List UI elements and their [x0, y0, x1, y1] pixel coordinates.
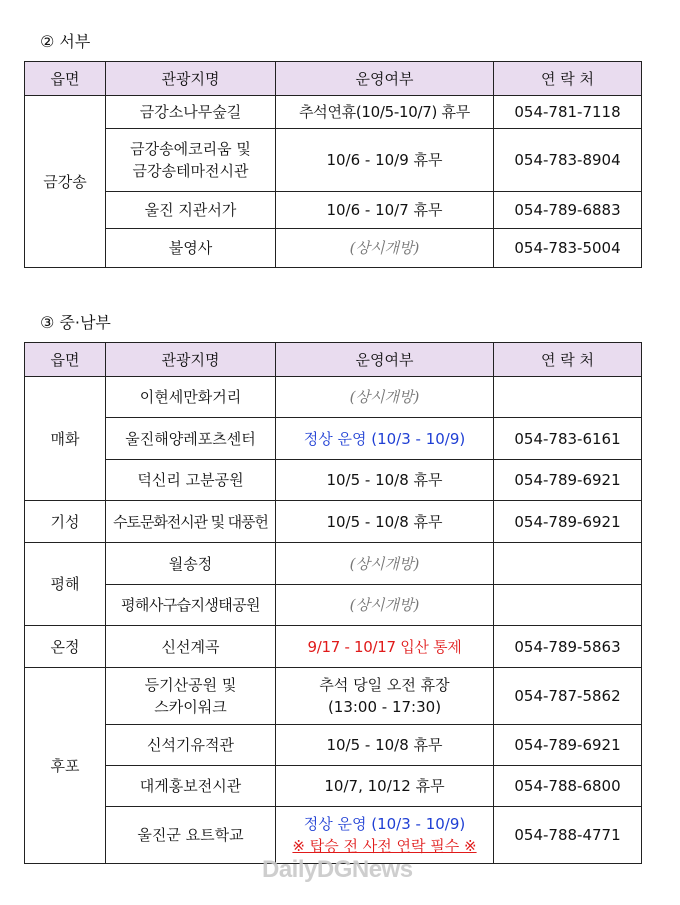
section-title-west: ② 서부 — [40, 32, 91, 51]
site-cell: 울진 지관서가 — [106, 192, 276, 229]
status-cell: (상시개방) — [276, 229, 494, 268]
phone-cell: 054-788-6800 — [494, 766, 642, 807]
header-status: 운영여부 — [276, 62, 494, 96]
site-cell: 덕신리 고분공원 — [106, 460, 276, 501]
table-header-row — [25, 343, 642, 377]
phone-cell: 054-787-5862 — [494, 668, 642, 725]
status-cell: 10/5 - 10/8 휴무 — [276, 725, 494, 766]
site-line-1: 등기산공원 및 — [144, 676, 237, 694]
phone-cell: 054-789-6883 — [494, 192, 642, 229]
table-row — [25, 377, 642, 418]
site-line-2: 금강송테마전시관 — [132, 162, 249, 180]
status-cell: 정상 운영 (10/3 - 10/9) — [276, 418, 494, 460]
site-cell — [106, 668, 276, 725]
table-row — [25, 418, 642, 460]
phone-cell — [494, 543, 642, 585]
site-cell: 금강소나무숲길 — [106, 96, 276, 129]
status-cell: (상시개방) — [276, 543, 494, 585]
status-cell: 10/7, 10/12 휴무 — [276, 766, 494, 807]
status-cell: 10/6 - 10/7 휴무 — [276, 192, 494, 229]
table-row — [25, 668, 642, 725]
status-cell — [276, 668, 494, 725]
site-cell: 신선계곡 — [106, 626, 276, 668]
header-site: 관광지명 — [106, 62, 276, 96]
town-cell: 기성 — [25, 501, 106, 543]
status-cell: 9/17 - 10/17 입산 통제 — [276, 626, 494, 668]
site-cell: 수토문화전시관 및 대풍헌 — [106, 501, 276, 543]
table-row — [25, 229, 642, 268]
central-south-table — [24, 342, 642, 864]
site-line-2: 스카이워크 — [154, 698, 227, 716]
table-row — [25, 501, 642, 543]
table-row — [25, 626, 642, 668]
table-row — [25, 129, 642, 192]
site-cell: 대게홍보전시관 — [106, 766, 276, 807]
status-cell: 10/6 - 10/9 휴무 — [276, 129, 494, 192]
phone-cell: 054-783-5004 — [494, 229, 642, 268]
status-cell: 추석연휴(10/5-10/7) 휴무 — [276, 96, 494, 129]
site-cell: 울진군 요트학교 — [106, 807, 276, 864]
table-row — [25, 192, 642, 229]
table-row — [25, 460, 642, 501]
site-cell: 평해사구습지생태공원 — [106, 585, 276, 626]
header-status: 운영여부 — [276, 343, 494, 377]
status-line-2: (13:00 - 17:30) — [327, 698, 442, 716]
status-line-1: 추석 당일 오전 휴장 — [319, 676, 450, 694]
town-cell: 후포 — [25, 668, 106, 864]
site-cell: 불영사 — [106, 229, 276, 268]
status-cell: (상시개방) — [276, 377, 494, 418]
table-row — [25, 543, 642, 585]
section-title-central-south: ③ 중·남부 — [40, 313, 111, 332]
phone-cell — [494, 585, 642, 626]
table-header-row — [25, 62, 642, 96]
status-line-1: 정상 운영 (10/3 - 10/9) — [303, 815, 466, 833]
watermark-logo: DailyDGNews — [262, 856, 413, 883]
table-row — [25, 585, 642, 626]
phone-cell: 054-783-8904 — [494, 129, 642, 192]
header-site: 관광지명 — [106, 343, 276, 377]
phone-cell: 054-783-6161 — [494, 418, 642, 460]
status-cell: 10/5 - 10/8 휴무 — [276, 501, 494, 543]
site-cell: 월송정 — [106, 543, 276, 585]
header-phone: 연 락 처 — [494, 62, 642, 96]
site-cell: 울진해양레포츠센터 — [106, 418, 276, 460]
town-cell: 금강송 — [25, 96, 106, 268]
west-table — [24, 61, 642, 268]
site-cell — [106, 129, 276, 192]
phone-cell: 054-789-6921 — [494, 725, 642, 766]
status-line-2: ※ 탑승 전 사전 연락 필수 ※ — [292, 837, 477, 855]
phone-cell: 054-788-4771 — [494, 807, 642, 864]
phone-cell: 054-789-5863 — [494, 626, 642, 668]
table-row — [25, 96, 642, 129]
table-row — [25, 807, 642, 864]
header-town: 읍면 — [25, 62, 106, 96]
phone-cell: 054-789-6921 — [494, 501, 642, 543]
town-cell: 온정 — [25, 626, 106, 668]
town-cell: 매화 — [25, 377, 106, 501]
phone-cell — [494, 377, 642, 418]
header-town: 읍면 — [25, 343, 106, 377]
town-cell: 평해 — [25, 543, 106, 626]
status-cell: 10/5 - 10/8 휴무 — [276, 460, 494, 501]
header-phone: 연 락 처 — [494, 343, 642, 377]
table-row — [25, 725, 642, 766]
site-cell: 신석기유적관 — [106, 725, 276, 766]
table-row — [25, 766, 642, 807]
site-line-1: 금강송에코리움 및 — [130, 140, 251, 158]
status-cell: (상시개방) — [276, 585, 494, 626]
site-cell: 이현세만화거리 — [106, 377, 276, 418]
phone-cell: 054-781-7118 — [494, 96, 642, 129]
status-cell — [276, 807, 494, 864]
phone-cell: 054-789-6921 — [494, 460, 642, 501]
